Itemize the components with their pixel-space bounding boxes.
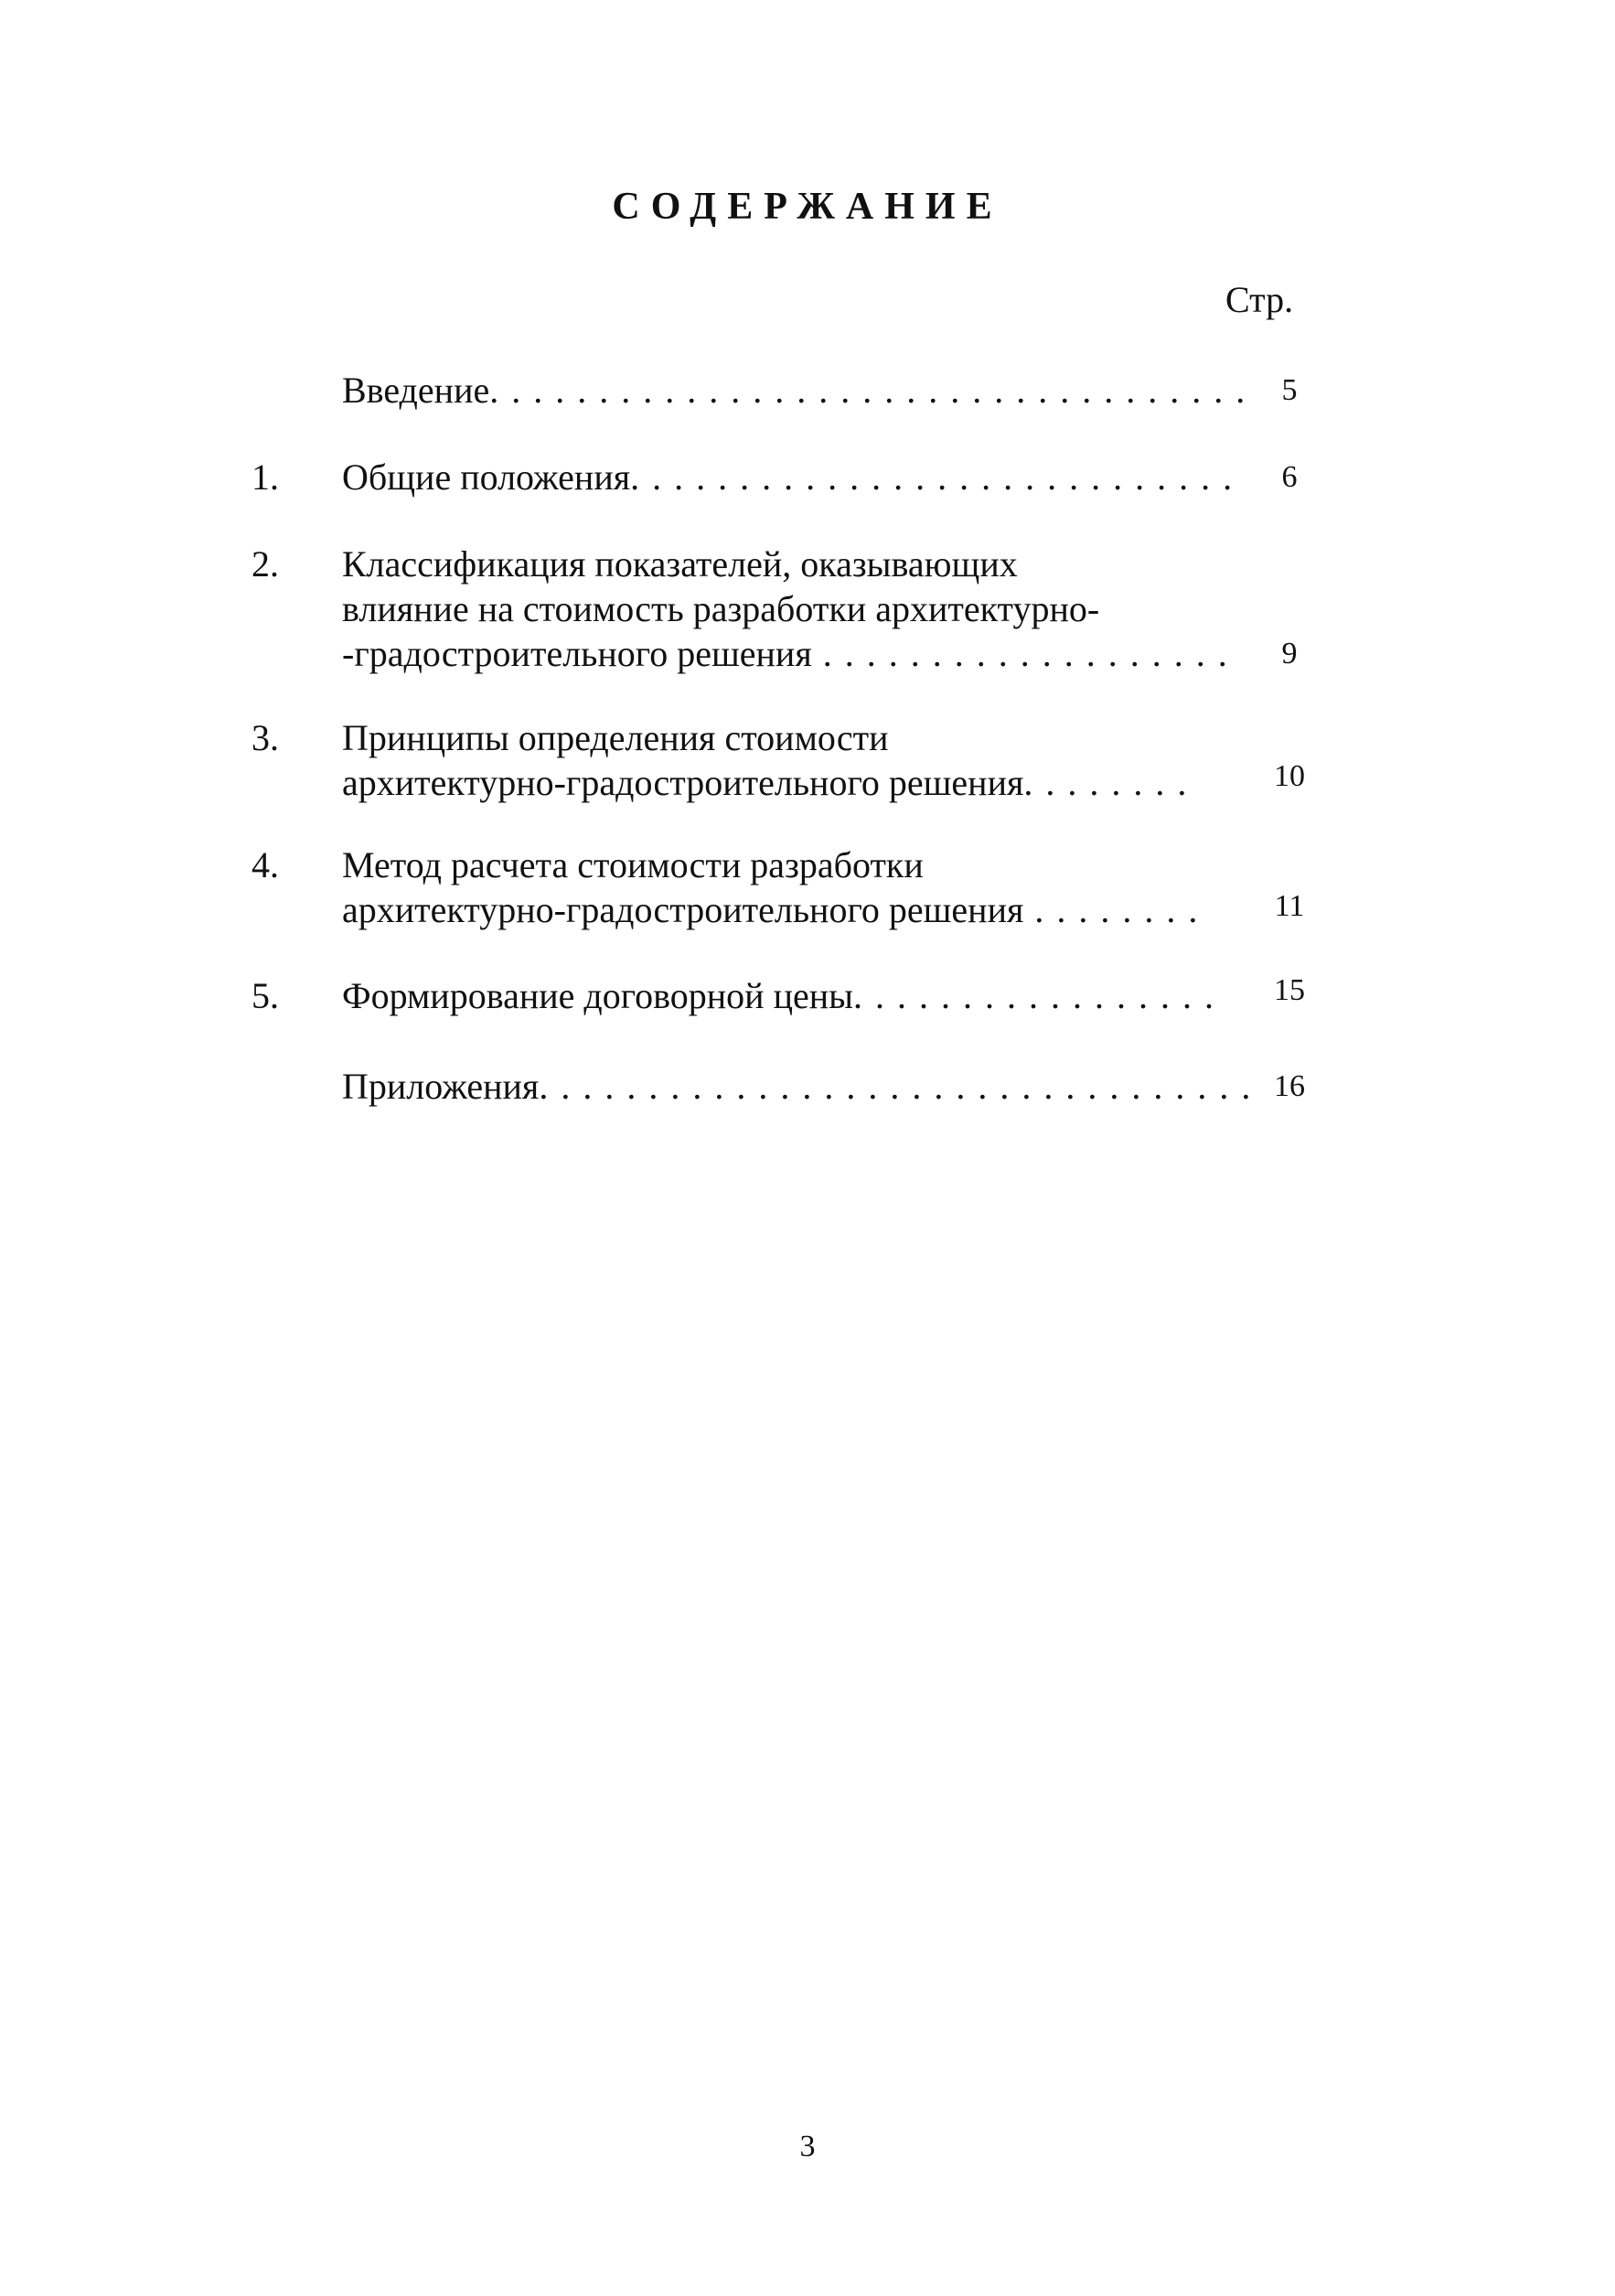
toc-entry-page: 9 [1281, 637, 1298, 671]
leader-dots: . . . . . . . . [1023, 762, 1189, 803]
toc-entry-line: архитектурно-градостроительного решения . . . . . . . . [342, 889, 1200, 930]
toc-entry-number: 2. [251, 543, 279, 585]
toc-entry-line: Принципы определения стоимости [342, 717, 889, 758]
toc-entry-line: Приложения. . . . . . . . . . . . . . . . . . . . . . . . . . . . . . . . . [342, 1066, 1253, 1107]
toc-entry-line: Метод расчета стоимости разработки [342, 844, 924, 885]
toc-entry-number: 5. [251, 975, 279, 1016]
toc-entry-text [342, 368, 1247, 413]
toc-entry-number: 4. [251, 844, 279, 885]
toc-entry-line: Введение. . . . . . . . . . . . . . . . . . . . . . . . . . . . . . . . . . . [342, 370, 1247, 411]
toc-entry-line: -градостроительного решения . . . . . . . . . . . . . . . . . . . [342, 633, 1229, 674]
page-column-label: Стр. [1225, 279, 1294, 320]
leader-dots: . . . . . . . . . . . . . . . . . . . . . . . . . . . . . . . . . [539, 1066, 1253, 1107]
toc-entry-number: 3. [251, 717, 279, 758]
toc-entry-line: Общие положения. . . . . . . . . . . . . . . . . . . . . . . . . . . . [342, 456, 1235, 498]
toc-entry-text [342, 455, 1235, 499]
leader-dots: . . . . . . . . [1023, 889, 1200, 930]
leader-dots: . . . . . . . . . . . . . . . . . . . . . . . . . . . . . . . . . . . [489, 370, 1247, 411]
toc-entry-page: 15 [1274, 973, 1305, 1007]
toc-title: СОДЕРЖАНИЕ [612, 186, 1003, 228]
leader-dots: . . . . . . . . . . . . . . . . . . . . . . . . . . . . [630, 456, 1235, 498]
toc-entry-text [342, 1064, 1253, 1109]
toc-entry-line: архитектурно-градостроительного решения. . . . . . . . [342, 762, 1189, 803]
toc-entry-text [342, 842, 1202, 932]
toc-entry-page: 16 [1274, 1069, 1305, 1103]
toc-entry-page: 5 [1281, 373, 1298, 407]
toc-entry-line: Формирование договорной цены. . . . . . . . . . . . . . . . . [342, 975, 1216, 1016]
leader-dots: . . . . . . . . . . . . . . . . . . . [811, 633, 1229, 674]
toc-entry-text [342, 973, 1216, 1018]
toc-entry-page: 6 [1281, 460, 1298, 494]
toc-entry-text [342, 542, 1229, 676]
toc-entry-text [342, 715, 1202, 805]
toc-entry-number: 1. [251, 456, 279, 498]
toc-entry-page: 11 [1274, 889, 1305, 923]
toc-entry-line: Классификация показателей, оказывающих [342, 543, 1018, 585]
toc-entry-page: 10 [1274, 759, 1305, 793]
page-number: 3 [799, 2130, 816, 2163]
leader-dots: . . . . . . . . . . . . . . . . . [853, 975, 1216, 1016]
toc-entry-line: влияние на стоимость разработки архитектурно- [342, 588, 1100, 629]
